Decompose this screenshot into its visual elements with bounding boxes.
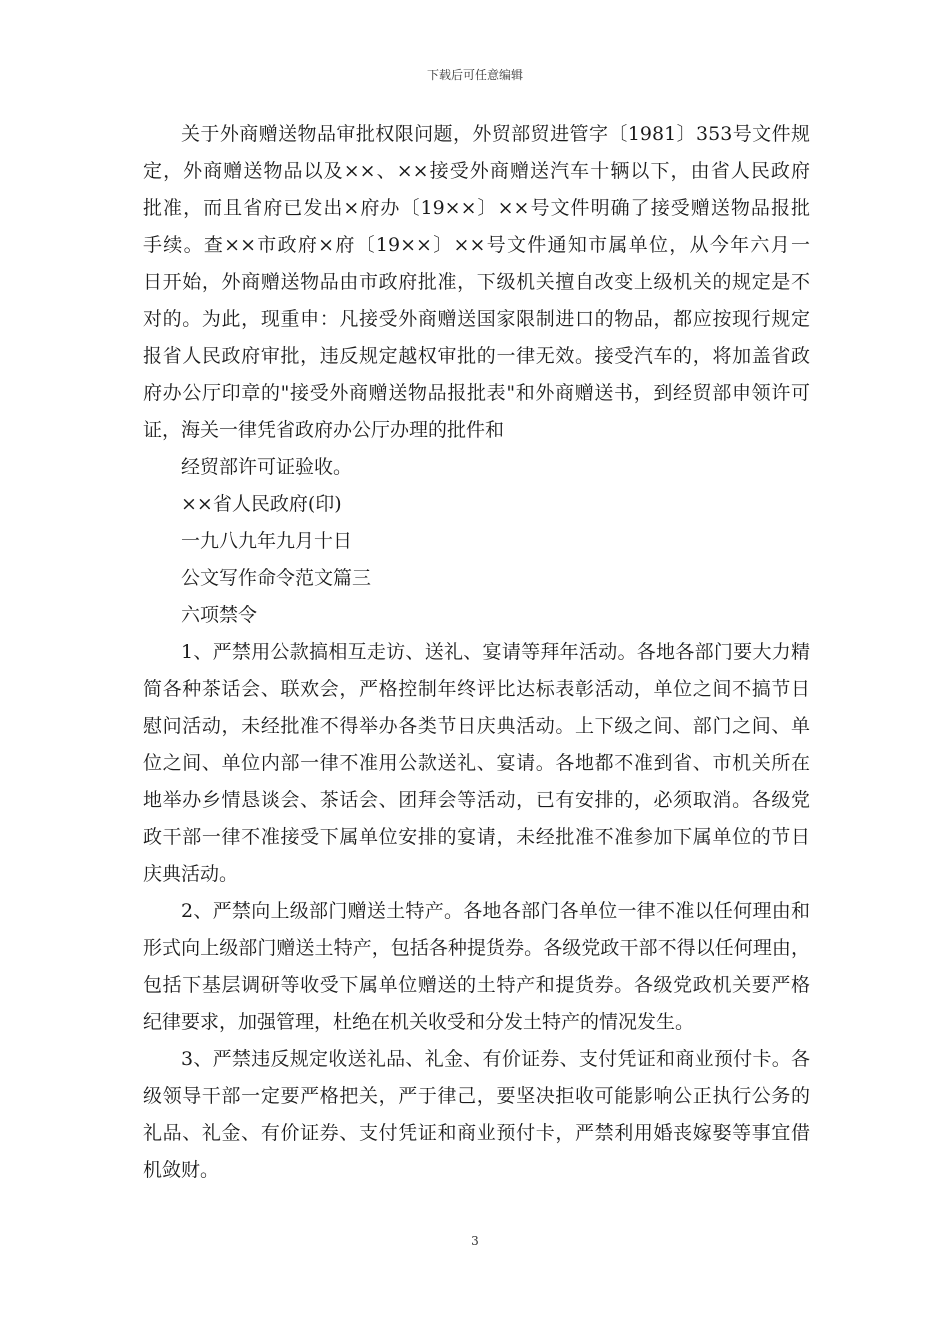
- text-line: 定，外商赠送物品以及××、××接受外商赠送汽车十辆以下，由省人民政府: [143, 160, 810, 182]
- text-line: 一九八九年九月十日: [181, 530, 353, 552]
- text-line: 庆典活动。: [143, 863, 239, 885]
- page-header: 下载后可任意编辑: [426, 68, 523, 82]
- text-line: 手续。查××市政府×府〔19××〕××号文件通知市属单位，从今年六月一: [143, 234, 810, 256]
- text-line: 经贸部许可证验收。: [181, 456, 353, 478]
- list-item: [143, 893, 810, 1041]
- signature-authority: [143, 486, 810, 523]
- list-item: [143, 1041, 810, 1189]
- section-title: [143, 560, 810, 597]
- text-line: ××省人民政府(印): [181, 493, 342, 515]
- text-line: 六项禁令: [181, 604, 258, 626]
- text-line: 3、严禁违反规定收送礼品、礼金、有价证券、支付凭证和商业预付卡。各: [181, 1048, 810, 1070]
- text-line: 级领导干部一定要严格把关，严于律己，要坚决拒收可能影响公正执行公务的: [143, 1085, 810, 1107]
- document-body: [143, 116, 810, 1189]
- text-line: 2、严禁向上级部门赠送土特产。各地各部门各单位一律不准以任何理由和: [181, 900, 810, 922]
- text-line: 位之间、单位内部一律不准用公款送礼、宴请。各地都不准到省、市机关所在: [143, 752, 810, 774]
- text-line: 对的。为此，现重申：凡接受外商赠送国家限制进口的物品，都应按现行规定: [143, 308, 810, 330]
- text-line: 包括下基层调研等收受下属单位赠送的土特产和提货券。各级党政机关要严格: [143, 974, 810, 996]
- text-line: 形式向上级部门赠送土特产，包括各种提货券。各级党政干部不得以任何理由，: [143, 937, 810, 959]
- text-line: 证，海关一律凭省政府办公厅办理的批件和: [143, 419, 505, 441]
- text-line: 报省人民政府审批，违反规定越权审批的一律无效。接受汽车的，将加盖省政: [143, 345, 810, 367]
- signature-date: [143, 523, 810, 560]
- text-line: 礼品、礼金、有价证券、支付凭证和商业预付卡，严禁利用婚丧嫁娶等事宜借: [143, 1122, 810, 1144]
- text-line: 地举办乡情恳谈会、茶话会、团拜会等活动，已有安排的，必须取消。各级党: [143, 789, 810, 811]
- paragraph: [143, 449, 810, 486]
- text-line: 慰问活动，未经批准不得举办各类节日庆典活动。上下级之间、部门之间、单: [143, 715, 810, 737]
- text-line: 1、严禁用公款搞相互走访、送礼、宴请等拜年活动。各地各部门要大力精: [181, 641, 810, 663]
- document-title: [143, 597, 810, 634]
- text-line: 日开始，外商赠送物品由市政府批准，下级机关擅自改变上级机关的规定是不: [143, 271, 810, 293]
- text-line: 简各种茶话会、联欢会，严格控制年终评比达标表彰活动，单位之间不搞节日: [143, 678, 810, 700]
- text-line: 府办公厅印章的"接受外商赠送物品报批表"和外商赠送书，到经贸部申领许可: [143, 382, 810, 404]
- text-line: 批准，而且省府已发出×府办〔19××〕××号文件明确了接受赠送物品报批: [143, 197, 810, 219]
- text-line: 纪律要求，加强管理，杜绝在机关收受和分发土特产的情况发生。: [143, 1011, 695, 1033]
- text-line: 政干部一律不准接受下属单位安排的宴请，未经批准不准参加下属单位的节日: [143, 826, 810, 848]
- paragraph: [143, 116, 810, 449]
- text-line: 关于外商赠送物品审批权限问题，外贸部贸进管字〔1981〕353号文件规: [181, 123, 810, 145]
- text-line: 机敛财。: [143, 1159, 220, 1181]
- text-line: 公文写作命令范文篇三: [181, 567, 372, 589]
- page-number: 3: [471, 1234, 479, 1248]
- list-item: [143, 634, 810, 893]
